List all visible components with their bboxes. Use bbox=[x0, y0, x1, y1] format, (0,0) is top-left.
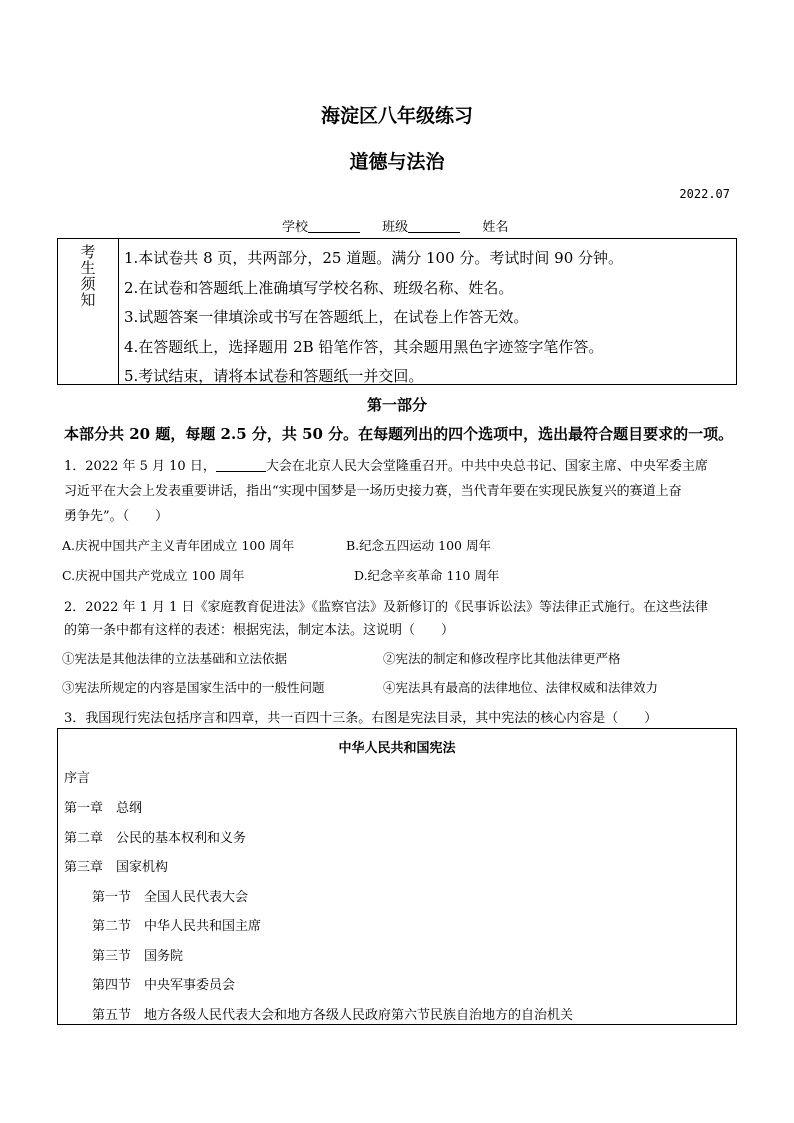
school-label: 学校 bbox=[282, 220, 309, 235]
toc-section-3: 第三节 国务院 bbox=[92, 949, 184, 964]
notice-item: 4.在答题纸上，选择题用 2B 铅笔作答，其余题用黑色字迹签字笔作答。 bbox=[124, 337, 604, 356]
toc-preface: 序言 bbox=[64, 771, 91, 786]
exam-notice-box bbox=[57, 238, 737, 385]
q2-option-3: ③宪法所规定的内容是国家生活中的一般性问题 bbox=[62, 680, 325, 695]
toc-chapter-3: 第三章 国家机构 bbox=[64, 860, 169, 875]
subject-title: 道德与法治 bbox=[349, 151, 445, 173]
q2-line-2: 的第一条中都有这样的表述：根据宪法，制定本法。这说明（ ） bbox=[64, 623, 455, 638]
q2-option-4: ④宪法具有最高的法律地位、法律权威和法律效力 bbox=[383, 680, 659, 695]
q1-text-b: 大会在北京人民大会堂隆重召开。中共中央总书记、国家主席、中央军委主席 bbox=[265, 459, 708, 474]
exam-date: 2022.07 bbox=[679, 187, 730, 201]
q1-option-a: A.庆祝中国共产主义青年团成立 100 周年 bbox=[62, 538, 295, 553]
toc-chapter-1: 第一章 总纲 bbox=[64, 801, 143, 816]
toc-title: 中华人民共和国宪法 bbox=[338, 741, 456, 756]
toc-section-4: 第四节 中央军事委员会 bbox=[92, 978, 236, 993]
notice-items bbox=[124, 244, 623, 392]
notice-item: 5.考试结束，请将本试卷和答题纸一并交回。 bbox=[124, 367, 424, 385]
constitution-toc-box bbox=[57, 728, 737, 1025]
q1-option-b: B.纪念五四运动 100 周年 bbox=[346, 538, 491, 553]
q1-option-d: D.纪念辛亥革命 110 周年 bbox=[354, 568, 500, 583]
part-one-heading: 第一部分 bbox=[366, 396, 427, 414]
q1-line-3: 勇争先”。（ ） bbox=[64, 509, 169, 524]
q2-option-2: ②宪法的制定和修改程序比其他法律更严格 bbox=[383, 651, 621, 666]
toc-section-1: 第一节 全国人民代表大会 bbox=[92, 890, 249, 905]
q3-line-1: 3．我国现行宪法包括序言和四章，共一百四十三条。右图是宪法目录，其中宪法的核心内容是（ ） bbox=[64, 711, 658, 726]
toc-section-2: 第二节 中华人民共和国主席 bbox=[92, 919, 262, 934]
class-blank bbox=[408, 220, 460, 233]
q1-line-1 bbox=[64, 455, 708, 474]
toc-chapter-2: 第二章 公民的基本权利和义务 bbox=[64, 831, 247, 846]
q1-answer-blank bbox=[216, 459, 266, 472]
q1-line-2: 习近平在大会上发表重要讲话，指出“实现中国梦是一场历史接力赛，当代青年要在实现民族复兴的赛道上奋 bbox=[64, 484, 682, 499]
notice-item: 1.本试卷共 8 页，共两部分，25 道题。满分 100 分。考试时间 90 分钟。 bbox=[124, 249, 624, 267]
notice-item: 2.在试卷和答题纸上准确填写学校名称、班级名称、姓名。 bbox=[124, 278, 514, 297]
q1-text-a: 1．2022 年 5 月 10 日， bbox=[64, 459, 216, 474]
page-title: 海淀区八年级练习 bbox=[320, 105, 473, 127]
notice-item: 3.试题答案一律填涂或书写在答题纸上，在试卷上作答无效。 bbox=[124, 308, 529, 326]
school-blank bbox=[308, 220, 360, 233]
class-label: 班级 bbox=[382, 220, 409, 235]
toc-section-5: 第五节 地方各级人民代表大会和地方各级人民政府第六节民族自治地方的自治机关 bbox=[92, 1008, 574, 1023]
q2-line-1: 2．2022 年 1 月 1 日《家庭教育促进法》《监察官法》及新修订的《民事诉讼法》等法律正式施行。在这些法律 bbox=[64, 600, 709, 615]
q2-option-1: ①宪法是其他法律的立法基础和立法依据 bbox=[62, 651, 288, 666]
name-label: 姓名 bbox=[482, 220, 509, 235]
notice-heading-cell bbox=[58, 239, 119, 384]
student-info-line bbox=[282, 216, 508, 235]
notice-heading: 考生须知 bbox=[80, 243, 96, 309]
q1-option-c: C.庆祝中国共产党成立 100 周年 bbox=[62, 568, 245, 583]
part-one-instructions: 本部分共 20 题，每题 2.5 分，共 50 分。在每题列出的四个选项中，选出最符合题目要求的一项。 bbox=[64, 425, 734, 443]
